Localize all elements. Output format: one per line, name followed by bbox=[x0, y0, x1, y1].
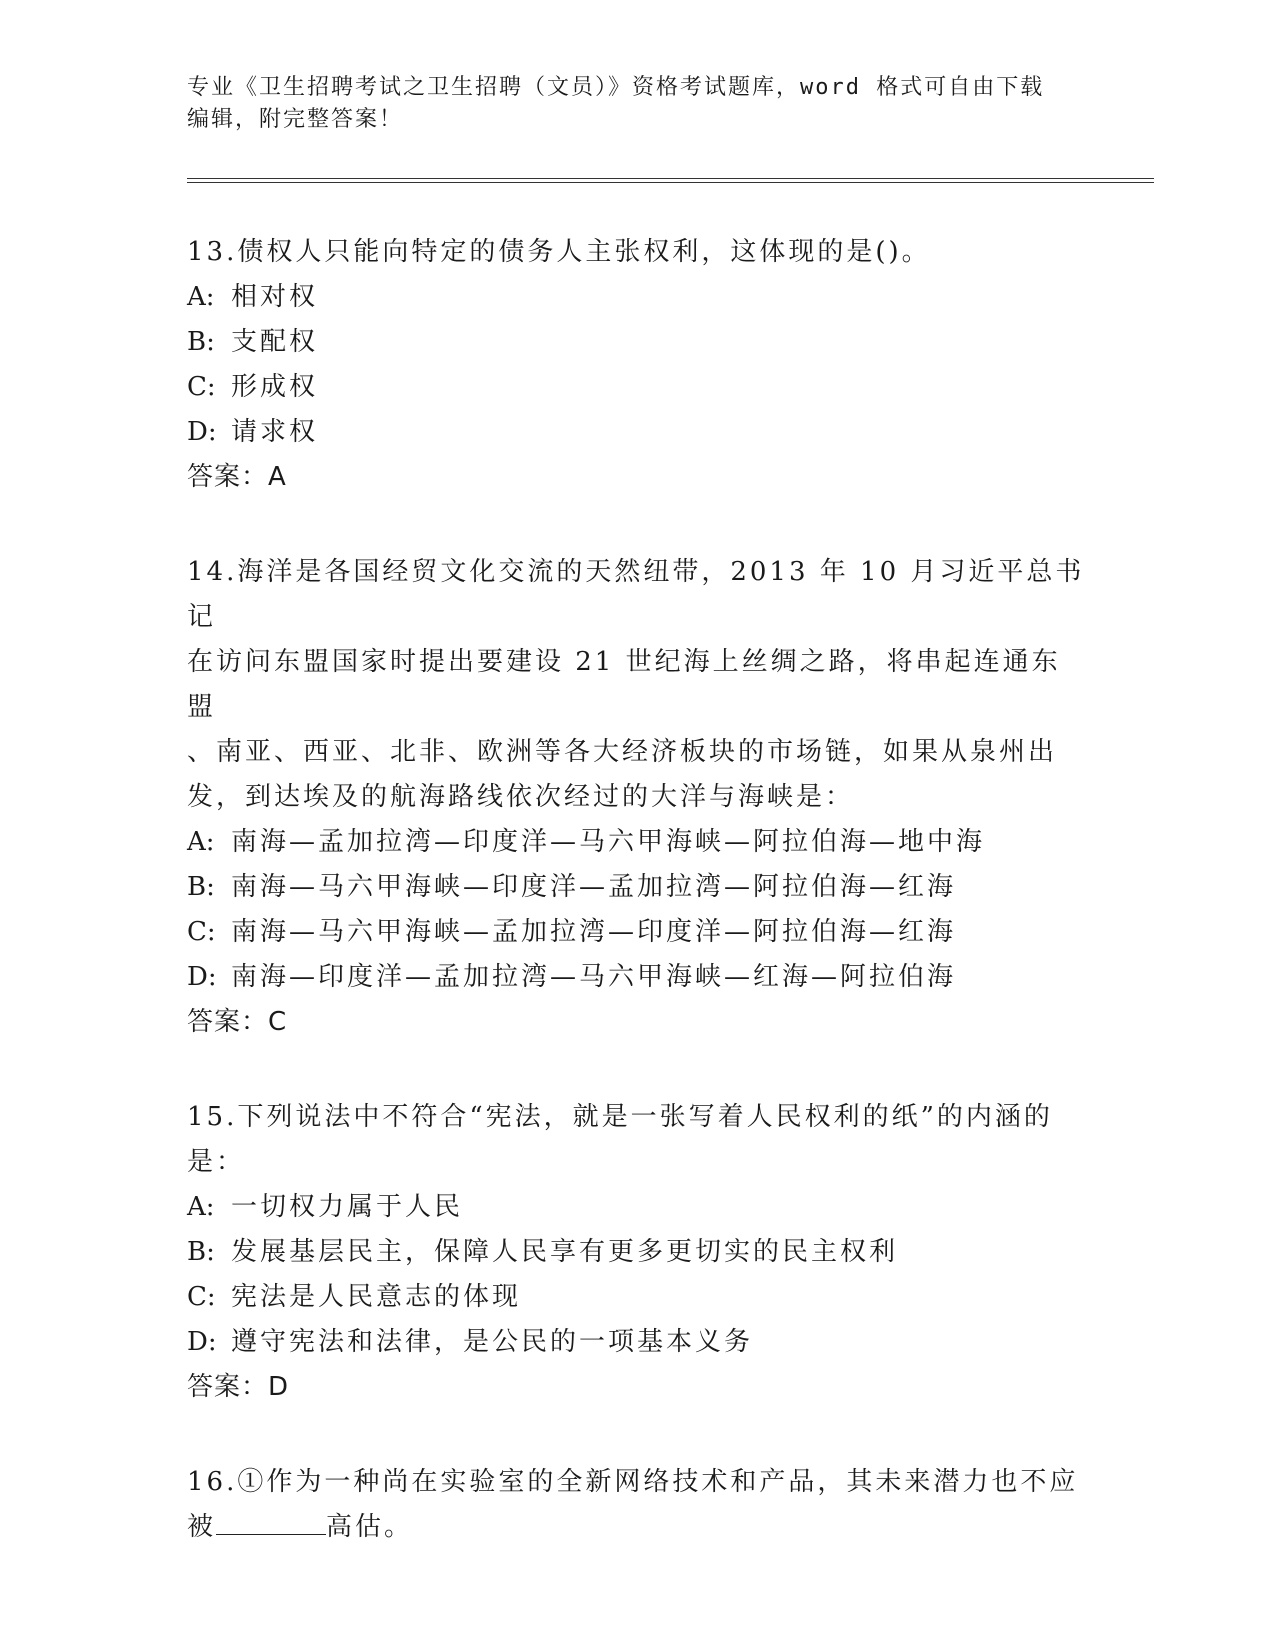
option-label: A: bbox=[187, 827, 215, 857]
option-text: 南海—孟加拉湾—印度洋—马六甲海峡—阿拉伯海—地中海 bbox=[231, 827, 986, 857]
option-text: 相对权 bbox=[231, 282, 319, 312]
option-label: B: bbox=[187, 872, 215, 902]
answer: 答案：D bbox=[187, 1372, 290, 1402]
fill-in-blank bbox=[216, 1508, 326, 1535]
option-label: B: bbox=[187, 1237, 215, 1267]
option-a bbox=[187, 275, 1087, 320]
option-label: C: bbox=[187, 372, 216, 402]
option-label: D: bbox=[187, 1327, 217, 1357]
option-label: A: bbox=[187, 1192, 215, 1222]
question-14 bbox=[187, 550, 1087, 1045]
option-label: C: bbox=[187, 1282, 216, 1312]
option-a bbox=[187, 820, 1087, 865]
option-label: A: bbox=[187, 282, 215, 312]
option-a bbox=[187, 1185, 1087, 1230]
option-d bbox=[187, 955, 1087, 1000]
answer: 答案：A bbox=[187, 462, 287, 492]
option-text: 遵守宪法和法律，是公民的一项基本义务 bbox=[231, 1327, 754, 1357]
option-label: B: bbox=[187, 327, 215, 357]
question-text: 13.债权人只能向特定的债务人主张权利，这体现的是()。 bbox=[187, 237, 931, 267]
option-text: 形成权 bbox=[231, 372, 319, 402]
option-text: 宪法是人民意志的体现 bbox=[231, 1282, 522, 1312]
question-text-line: 15.下列说法中不符合“宪法，就是一张写着人民权利的纸”的内涵的 bbox=[187, 1102, 1053, 1132]
option-c bbox=[187, 1275, 1087, 1320]
question-text-line: 是： bbox=[187, 1147, 246, 1177]
question-13 bbox=[187, 230, 1087, 500]
option-text: 一切权力属于人民 bbox=[231, 1192, 464, 1222]
option-text: 南海—马六甲海峡—孟加拉湾—印度洋—阿拉伯海—红海 bbox=[231, 917, 957, 947]
option-text: 南海—马六甲海峡—印度洋—孟加拉湾—阿拉伯海—红海 bbox=[231, 872, 957, 902]
header-divider-top bbox=[187, 178, 1154, 179]
option-d bbox=[187, 410, 1087, 455]
option-label: C: bbox=[187, 917, 216, 947]
header-line-1: 专业《卫生招聘考试之卫生招聘（文员）》资格考试题库，word 格式可自由下载 bbox=[187, 75, 1045, 100]
option-text: 南海—印度洋—孟加拉湾—马六甲海峡—红海—阿拉伯海 bbox=[231, 962, 957, 992]
option-text: 支配权 bbox=[231, 327, 319, 357]
question-text-line: 14.海洋是各国经贸文化交流的天然纽带，2013 年 10 月习近平总书记 bbox=[187, 557, 1085, 632]
question-text-line: 16.①作为一种尚在实验室的全新网络技术和产品，其未来潜力也不应 bbox=[187, 1467, 1079, 1497]
question-text-line-with-blank bbox=[187, 1505, 1087, 1550]
header-line-2: 编辑，附完整答案！ bbox=[187, 107, 404, 132]
option-c bbox=[187, 910, 1087, 955]
option-c bbox=[187, 365, 1087, 410]
blank-suffix: 高估。 bbox=[326, 1512, 414, 1542]
option-text: 请求权 bbox=[231, 417, 319, 447]
question-text-line: 发，到达埃及的航海路线依次经过的大洋与海峡是： bbox=[187, 782, 855, 812]
option-d bbox=[187, 1320, 1087, 1365]
question-list bbox=[187, 230, 1087, 1600]
option-label: D: bbox=[187, 417, 217, 447]
option-b bbox=[187, 865, 1087, 910]
option-text: 发展基层民主，保障人民享有更多更切实的民主权利 bbox=[231, 1237, 899, 1267]
question-16 bbox=[187, 1460, 1087, 1550]
option-b bbox=[187, 320, 1087, 365]
option-label: D: bbox=[187, 962, 217, 992]
document-header bbox=[187, 72, 1067, 136]
question-text-line: 在访问东盟国家时提出要建设 21 世纪海上丝绸之路，将串起连通东盟 bbox=[187, 647, 1061, 722]
question-text-line: 、南亚、西亚、北非、欧洲等各大经济板块的市场链，如果从泉州出 bbox=[187, 737, 1058, 767]
option-b bbox=[187, 1230, 1087, 1275]
question-15 bbox=[187, 1095, 1087, 1410]
blank-prefix: 被 bbox=[187, 1512, 217, 1542]
answer: 答案：C bbox=[187, 1007, 288, 1037]
header-divider-bottom bbox=[187, 182, 1154, 183]
